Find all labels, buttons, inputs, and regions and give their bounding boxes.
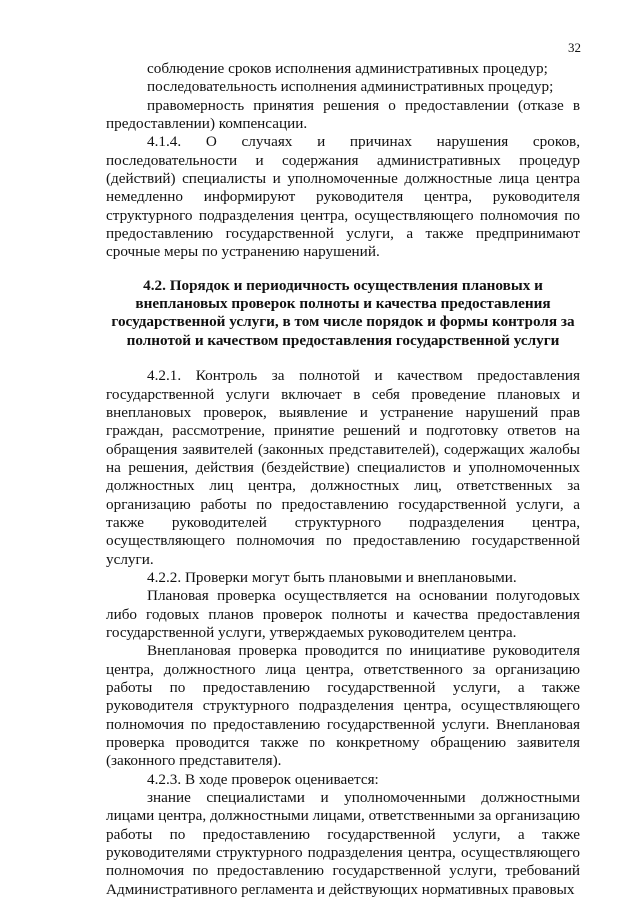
paragraph: 4.1.4. О случаях и причинах нарушения сроков, последовательности и содержания административных процедур (действий) специалисты и уполномоченные должностные лица центра немедленно информируют руководителя центра, руководителя структурного подразделения центра, осуществляющего полномочия по предоставлению государственной услуги, а также предпринимают срочные меры по устранению нарушений. — [106, 133, 580, 261]
page-content — [106, 60, 580, 899]
paragraph: знание специалистами и уполномоченными должностными лицами центра, должностными лицами, ответственными за организацию работы по предоставлению государственной услуги, а также руководителями структурного подразделения центра, осуществляющего полномочия по предоставлению государственной услуги, требований Административного регламента и действующих нормативных правовых — [106, 789, 580, 898]
section-heading: 4.2. Порядок и периодичность осуществления плановых и внеплановых проверок полноты и качества предоставления государственной услуги, в том числе порядок и формы контроля за полнотой и качеством предоставления государственной услуги — [111, 276, 575, 349]
paragraph: Плановая проверка осуществляется на основании полугодовых либо годовых планов проверок полноты и качества предоставления государственной услуги, утверждаемых руководителем центра. — [106, 587, 580, 641]
paragraph: правомерность принятия решения о предоставлении (отказе в предоставлении) компенсации. — [106, 96, 580, 133]
paragraph: Внеплановая проверка проводится по инициативе руководителя центра, должностного лица центра, ответственного за организацию работы по предоставлению государственной услуги, а также руководителя структурного подразделения центра, осуществляющего полномочия по предоставлению государственной услуги. Внеплановая проверка проводится также по конкретному обращению заявителя (законного представителя). — [106, 642, 580, 770]
page-number: 32 — [568, 40, 581, 55]
paragraph: соблюдение сроков исполнения административных процедур; — [147, 60, 548, 77]
paragraph: 4.2.1. Контроль за полнотой и качеством предоставления государственной услуги включает в себя проведение плановых и внеплановых проверок, выявление и устранение нарушений прав граждан, рассмотрение, принятие решений и подготовку ответов на обращения заявителей (законных представителей), содержащих жалобы на решения, действия (бездействие) специалистов и уполномоченных должностных лиц центра, должностных лиц, ответственных за организацию работы по предоставлению государственной услуги, а также руководителей структурного подразделения центра, осуществляющего полномочия по предоставлению государственной услуги. — [106, 367, 580, 568]
paragraph: 4.2.3. В ходе проверок оценивается: — [147, 770, 379, 788]
paragraph: 4.2.2. Проверки могут быть плановыми и внеплановыми. — [147, 568, 517, 586]
paragraph: последовательность исполнения административных процедур; — [147, 78, 554, 96]
